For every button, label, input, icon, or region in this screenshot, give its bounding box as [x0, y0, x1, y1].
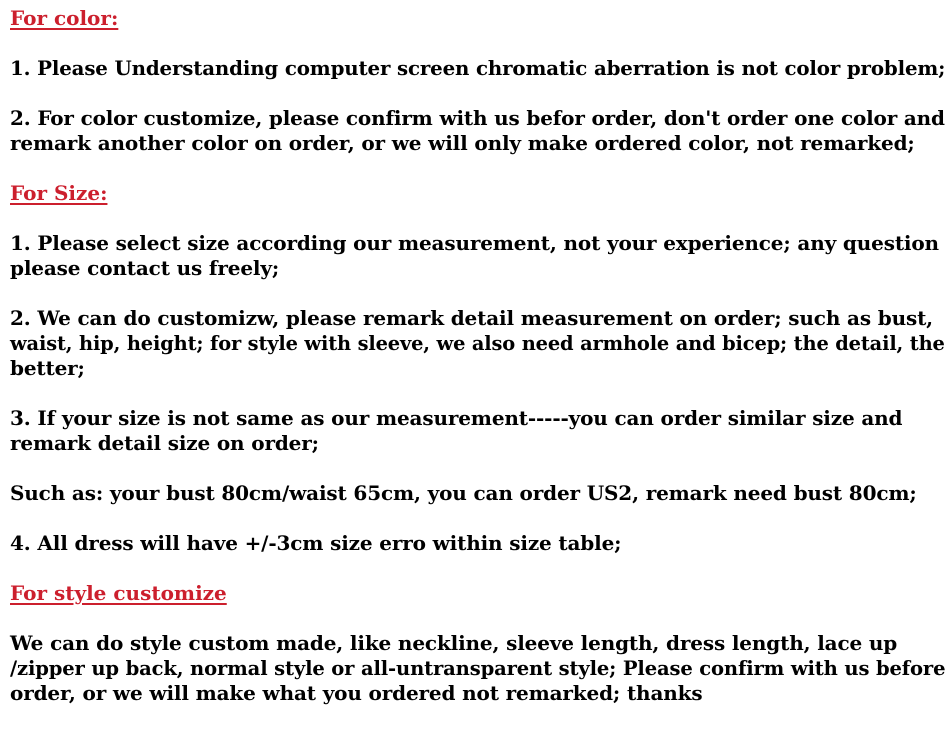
text-line: Such as: your bust 80cm/waist 65cm, you can order US2, remark need bust 80cm; — [10, 481, 917, 505]
spacer — [10, 456, 945, 481]
spacer — [10, 156, 945, 181]
text-line: please contact us freely; — [10, 256, 280, 280]
color-paragraph-2 — [10, 106, 945, 156]
text-line: 4. All dress will have +/-3cm size erro within size table; — [10, 531, 622, 555]
text-line: 3. If your size is not same as our measurement-----you can order similar size and — [10, 406, 903, 430]
spacer — [10, 206, 945, 231]
text-line: 2. We can do customizw, please remark detail measurement on order; such as bust, — [10, 306, 933, 330]
style-heading: For style customize — [10, 581, 227, 605]
spacer — [10, 606, 945, 631]
text-line: 1. Please select size according our measurement, not your experience; any question — [10, 231, 939, 255]
color-paragraph-1 — [10, 56, 945, 81]
text-line: remark another color on order, or we will only make ordered color, not remarked; — [10, 131, 915, 155]
spacer — [10, 81, 945, 106]
spacer — [10, 556, 945, 581]
size-heading: For Size: — [10, 181, 108, 205]
spacer — [10, 506, 945, 531]
size-paragraph-1 — [10, 231, 945, 281]
text-line: We can do style custom made, like neckline, sleeve length, dress length, lace up — [10, 631, 898, 655]
text-line: remark detail size on order; — [10, 431, 319, 455]
text-line: /zipper up back, normal style or all-untransparent style; Please confirm with us before — [10, 656, 946, 680]
style-paragraph-1 — [10, 631, 945, 706]
spacer — [10, 281, 945, 306]
text-line: 2. For color customize, please confirm with us befor order, don't order one color and — [10, 106, 945, 130]
color-heading: For color: — [10, 6, 119, 30]
size-paragraph-3 — [10, 406, 945, 456]
text-line: better; — [10, 356, 85, 380]
text-line: waist, hip, height; for style with sleeve, we also need armhole and bicep; the detail, the — [10, 331, 945, 355]
size-paragraph-2 — [10, 306, 945, 381]
spacer — [10, 381, 945, 406]
policy-document — [10, 6, 945, 706]
size-paragraph-example — [10, 481, 945, 506]
text-line: 1. Please Understanding computer screen chromatic aberration is not color problem; — [10, 56, 946, 80]
spacer — [10, 31, 945, 56]
text-line: order, or we will make what you ordered not remarked; thanks — [10, 681, 703, 705]
size-paragraph-4 — [10, 531, 945, 556]
